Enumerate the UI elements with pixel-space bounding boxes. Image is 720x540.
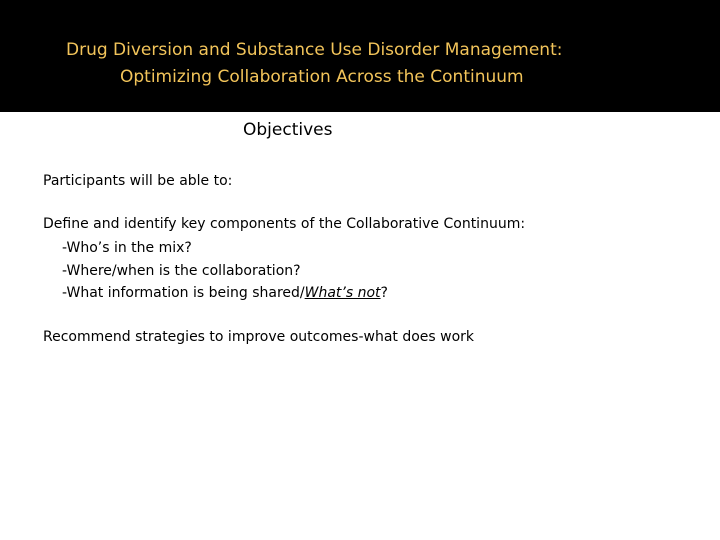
recommend-objective: Recommend strategies to improve outcomes-what does work — [43, 329, 475, 345]
objectives-heading: Objectives — [243, 120, 333, 140]
slide-title-line-1: Drug Diversion and Substance Use Disorder Management: — [66, 40, 563, 60]
sub-point-what-prefix: -What information is being shared/ — [62, 285, 305, 301]
sub-point-what-emphasis: What’s not — [304, 285, 381, 301]
sub-point-who: -Who’s in the mix? — [62, 240, 192, 256]
slide-title-line-2: Optimizing Collaboration Across the Continuum — [120, 67, 524, 87]
define-objective: Define and identify key components of the Collaborative Continuum: — [43, 216, 526, 232]
sub-point-what-suffix: ? — [380, 285, 388, 301]
intro-text: Participants will be able to: — [43, 173, 233, 189]
title-bar — [0, 0, 720, 112]
sub-point-where: -Where/when is the collaboration? — [62, 263, 301, 279]
sub-point-what — [62, 285, 388, 301]
